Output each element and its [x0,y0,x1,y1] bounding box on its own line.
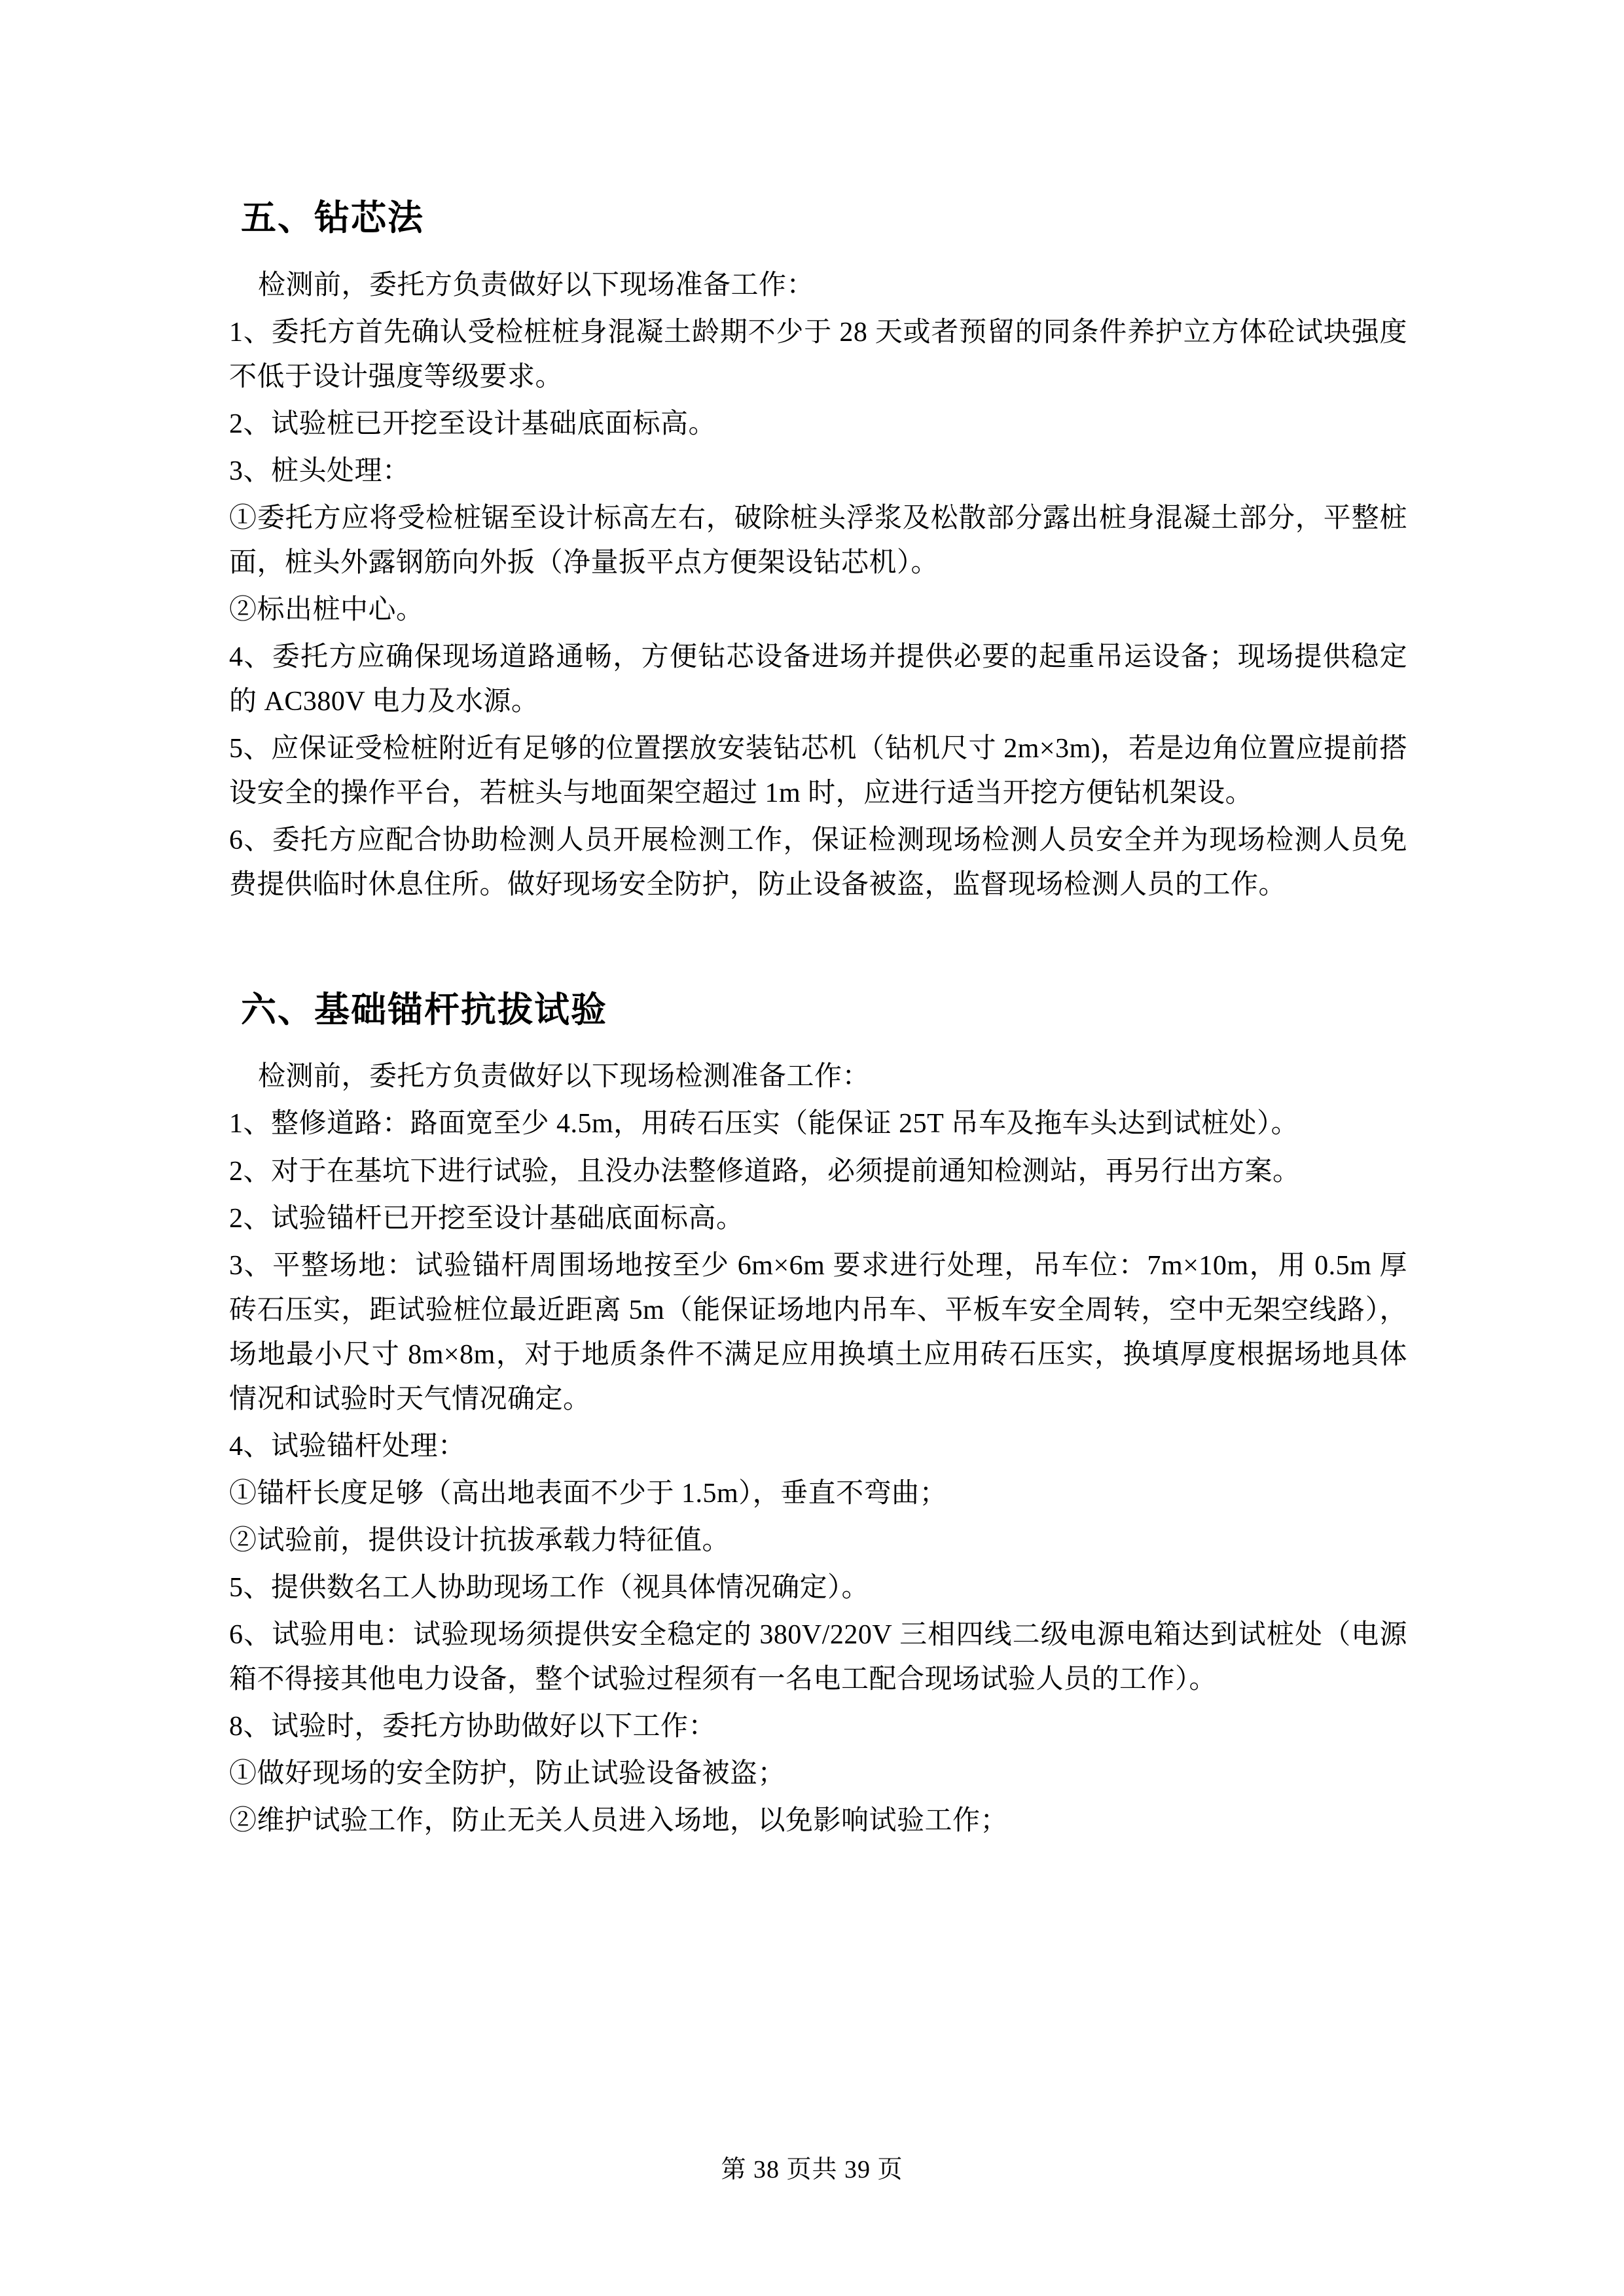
paragraph: 3、桩头处理： [229,456,410,486]
document-body [229,196,1407,1843]
paragraph: 检测前，委托方负责做好以下现场准备工作： [258,270,815,300]
paragraph: 8、试验时，委托方协助做好以下工作： [229,1711,717,1742]
paragraph: 2、试验桩已开挖至设计基础底面标高。 [229,408,717,439]
paragraph: 检测前，委托方负责做好以下现场检测准备工作： [258,1062,871,1092]
section-heading-six: 六、基础锚杆抗拔试验 [241,990,607,1030]
paragraph: 1、整修道路：路面宽至少 4.5m，用砖石压实（能保证 25T 吊车及拖车头达到试桩处）。 [229,1109,1299,1139]
page-footer: 第 38 页共 39 页 [721,2156,903,2183]
paragraph: ②试验前，提供设计抗拔承载力特征值。 [229,1525,731,1556]
paragraph: 2、试验锚杆已开挖至设计基础底面标高。 [229,1203,744,1234]
paragraph: 5、提供数名工人协助现场工作（视具体情况确定）。 [229,1572,870,1603]
paragraph: 1、委托方首先确认受检桩桩身混凝土龄期不少于 28 天或者预留的同条件养护立方体砼试块强度不低于设计强度等级要求。 [229,317,1407,392]
paragraph: ①委托方应将受检桩锯至设计标高左右，破除桩头浮浆及松散部分露出桩身混凝土部分，平整桩面，桩头外露钢筋向外扳（净量扳平点方便架设钻芯机）。 [229,503,1407,578]
paragraph: 2、对于在基坑下进行试验，且没办法整修道路，必须提前通知检测站，再另行出方案。 [229,1156,1301,1187]
section-heading-five: 五、钻芯法 [241,198,424,238]
paragraph: ②标出桩中心。 [229,594,424,625]
paragraph: 3、平整场地：试验锚杆周围场地按至少 6m×6m 要求进行处理，吊车位：7m×10m，用 0.5m 厚砖石压实，距试验桩位最近距离 5m（能保证场地内吊车、平板车安全周转，空中无架空线路），场地最小尺寸 8m×8m，对于地质条件不满足应用换填土应用砖石压实，换填厚度根据场地具体情况和试验时天气情况确定。 [229,1250,1407,1414]
section-spacer [229,910,1407,988]
paragraph: 6、委托方应配合协助检测人员开展检测工作，保证检测现场检测人员安全并为现场检测人员免费提供临时休息住所。做好现场安全防护，防止设备被盗，监督现场检测人员的工作。 [229,825,1407,900]
paragraph: ②维护试验工作，防止无关人员进入场地，以免影响试验工作； [229,1805,1009,1836]
paragraph: ①锚杆长度足够（高出地表面不少于 1.5m），垂直不弯曲； [229,1478,948,1509]
paragraph: 4、委托方应确保现场道路通畅，方便钻芯设备进场并提供必要的起重吊运设备；现场提供稳定的 AC380V 电力及水源。 [229,641,1407,717]
paragraph: ①做好现场的安全防护，防止试验设备被盗； [229,1758,786,1789]
paragraph: 4、试验锚杆处理： [229,1431,466,1462]
paragraph: 5、应保证受检桩附近有足够的位置摆放安装钻芯机（钻机尺寸 2m×3m)，若是边角位置应提前搭设安全的操作平台，若桩头与地面架空超过 1m 时，应进行适当开挖方便钻机架设。 [229,733,1407,808]
paragraph: 6、试验用电：试验现场须提供安全稳定的 380V/220V 三相四线二级电源电箱达到试桩处（电源箱不得接其他电力设备，整个试验过程须有一名电工配合现场试验人员的工作）。 [229,1619,1407,1695]
